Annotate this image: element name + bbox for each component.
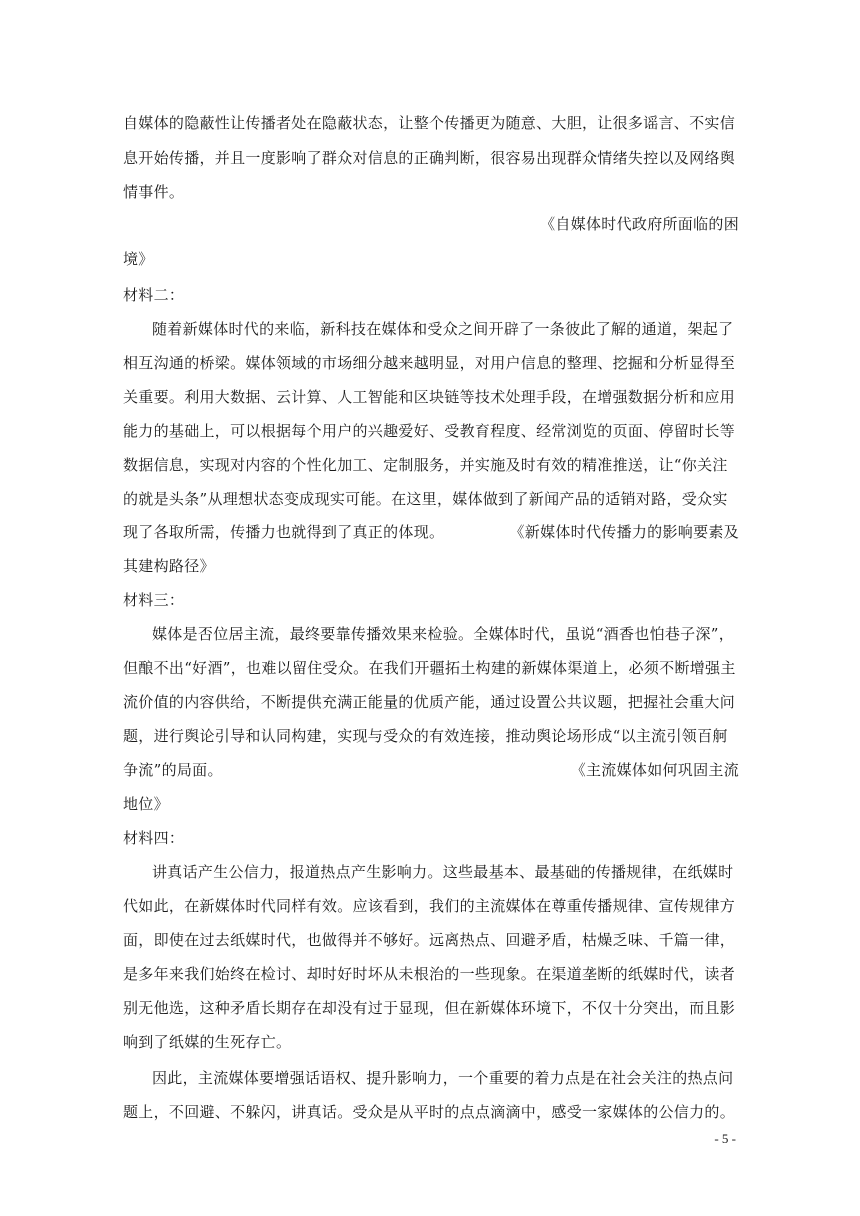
body-text-line: 的就是头条”从理想状态变成现实可能。在这里，媒体做到了新闻产品的适销对路，受众实 xyxy=(123,490,728,508)
body-text-line: 能力的基础上，可以根据每个用户的兴趣爱好、受教育程度、经常浏览的页面、停留时长等 xyxy=(123,422,736,440)
body-text-line: 数据信息，实现对内容的个性化加工、定制服务，并实施及时有效的精准推送，让“你关注 xyxy=(123,456,728,474)
body-text-line: 流价值的内容供给，不断提供充满正能量的优质产能，通过设置公共议题，把握社会重大问 xyxy=(123,693,736,711)
body-text-line: 因此，主流媒体要增强话语权、提升影响力，一个重要的着力点是在社会关注的热点问 xyxy=(152,1069,734,1087)
section-heading: 材料三： xyxy=(123,591,185,609)
body-text-line: 题，进行舆论引导和认同构建，实现与受众的有效连接，推动舆论场形成“以主流引领百舸 xyxy=(123,727,728,745)
source-citation: 《新媒体时代传播力的影响要素及 xyxy=(509,523,739,541)
body-text-line: 是多年来我们始终在检讨、却时好时坏从未根治的一些现象。在渠道垄断的纸媒时代，读者 xyxy=(123,965,736,983)
page-number: - 5 - xyxy=(714,1131,736,1146)
source-citation-cont: 其建构路径》 xyxy=(123,557,215,575)
source-citation-cont: 境》 xyxy=(123,250,154,268)
body-text-line: 现了各取所需，传播力也就得到了真正的体现。 xyxy=(123,523,445,541)
body-text-line: 情事件。 xyxy=(123,183,185,201)
body-text-line: 但酿不出“好酒”，也难以留住受众。在我们开疆拓土构建的新媒体渠道上，必须不断增强主 xyxy=(123,659,736,677)
body-text-line: 面，即使在过去纸媒时代，也做得并不够好。远离热点、回避矛盾，枯燥乏味、千篇一律， xyxy=(123,931,736,949)
body-text-line: 讲真话产生公信力，报道热点产生影响力。这些最基本、最基础的传播规律，在纸媒时 xyxy=(152,863,734,881)
body-text-line: 代如此，在新媒体时代同样有效。应该看到，我们的主流媒体在尊重传播规律、宣传规律方 xyxy=(123,897,736,915)
body-text-line: 题上，不回避、不躲闪，讲真话。受众是从平时的点点滴滴中，感受一家媒体的公信力的。 xyxy=(123,1103,736,1121)
body-text-line: 争流”的局面。 xyxy=(123,761,223,779)
body-text-line: 别无他选，这种矛盾长期存在却没有过于显现，但在新媒体环境下，不仅十分突出，而且影 xyxy=(123,999,736,1017)
source-citation: 《自媒体时代政府所面临的困 xyxy=(540,215,739,233)
source-citation: 《主流媒体如何巩固主流 xyxy=(570,761,739,779)
body-text-line: 媒体是否位居主流，最终要靠传播效果来检验。全媒体时代，虽说“酒香也怕巷子深”， xyxy=(152,625,735,643)
body-text-line: 关重要。利用大数据、云计算、人工智能和区块链等技术处理手段，在增强数据分析和应用 xyxy=(123,388,736,406)
section-heading: 材料四： xyxy=(123,829,185,847)
source-citation-cont: 地位》 xyxy=(123,795,169,813)
body-text-line: 响到了纸媒的生死存亡。 xyxy=(123,1033,292,1051)
body-text-line: 自媒体的隐蔽性让传播者处在隐蔽状态，让整个传播更为随意、大胆，让很多谣言、不实信 xyxy=(123,114,736,132)
body-text-line: 随着新媒体时代的来临，新科技在媒体和受众之间开辟了一条彼此了解的通道，架起了 xyxy=(152,320,734,338)
section-heading: 材料二： xyxy=(123,286,185,304)
body-text-line: 息开始传播，并且一度影响了群众对信息的正确判断，很容易出现群众情绪失控以及网络舆 xyxy=(123,149,736,167)
body-text-line: 相互沟通的桥梁。媒体领域的市场细分越来越明显，对用户信息的整理、挖掘和分析显得至 xyxy=(123,354,736,372)
